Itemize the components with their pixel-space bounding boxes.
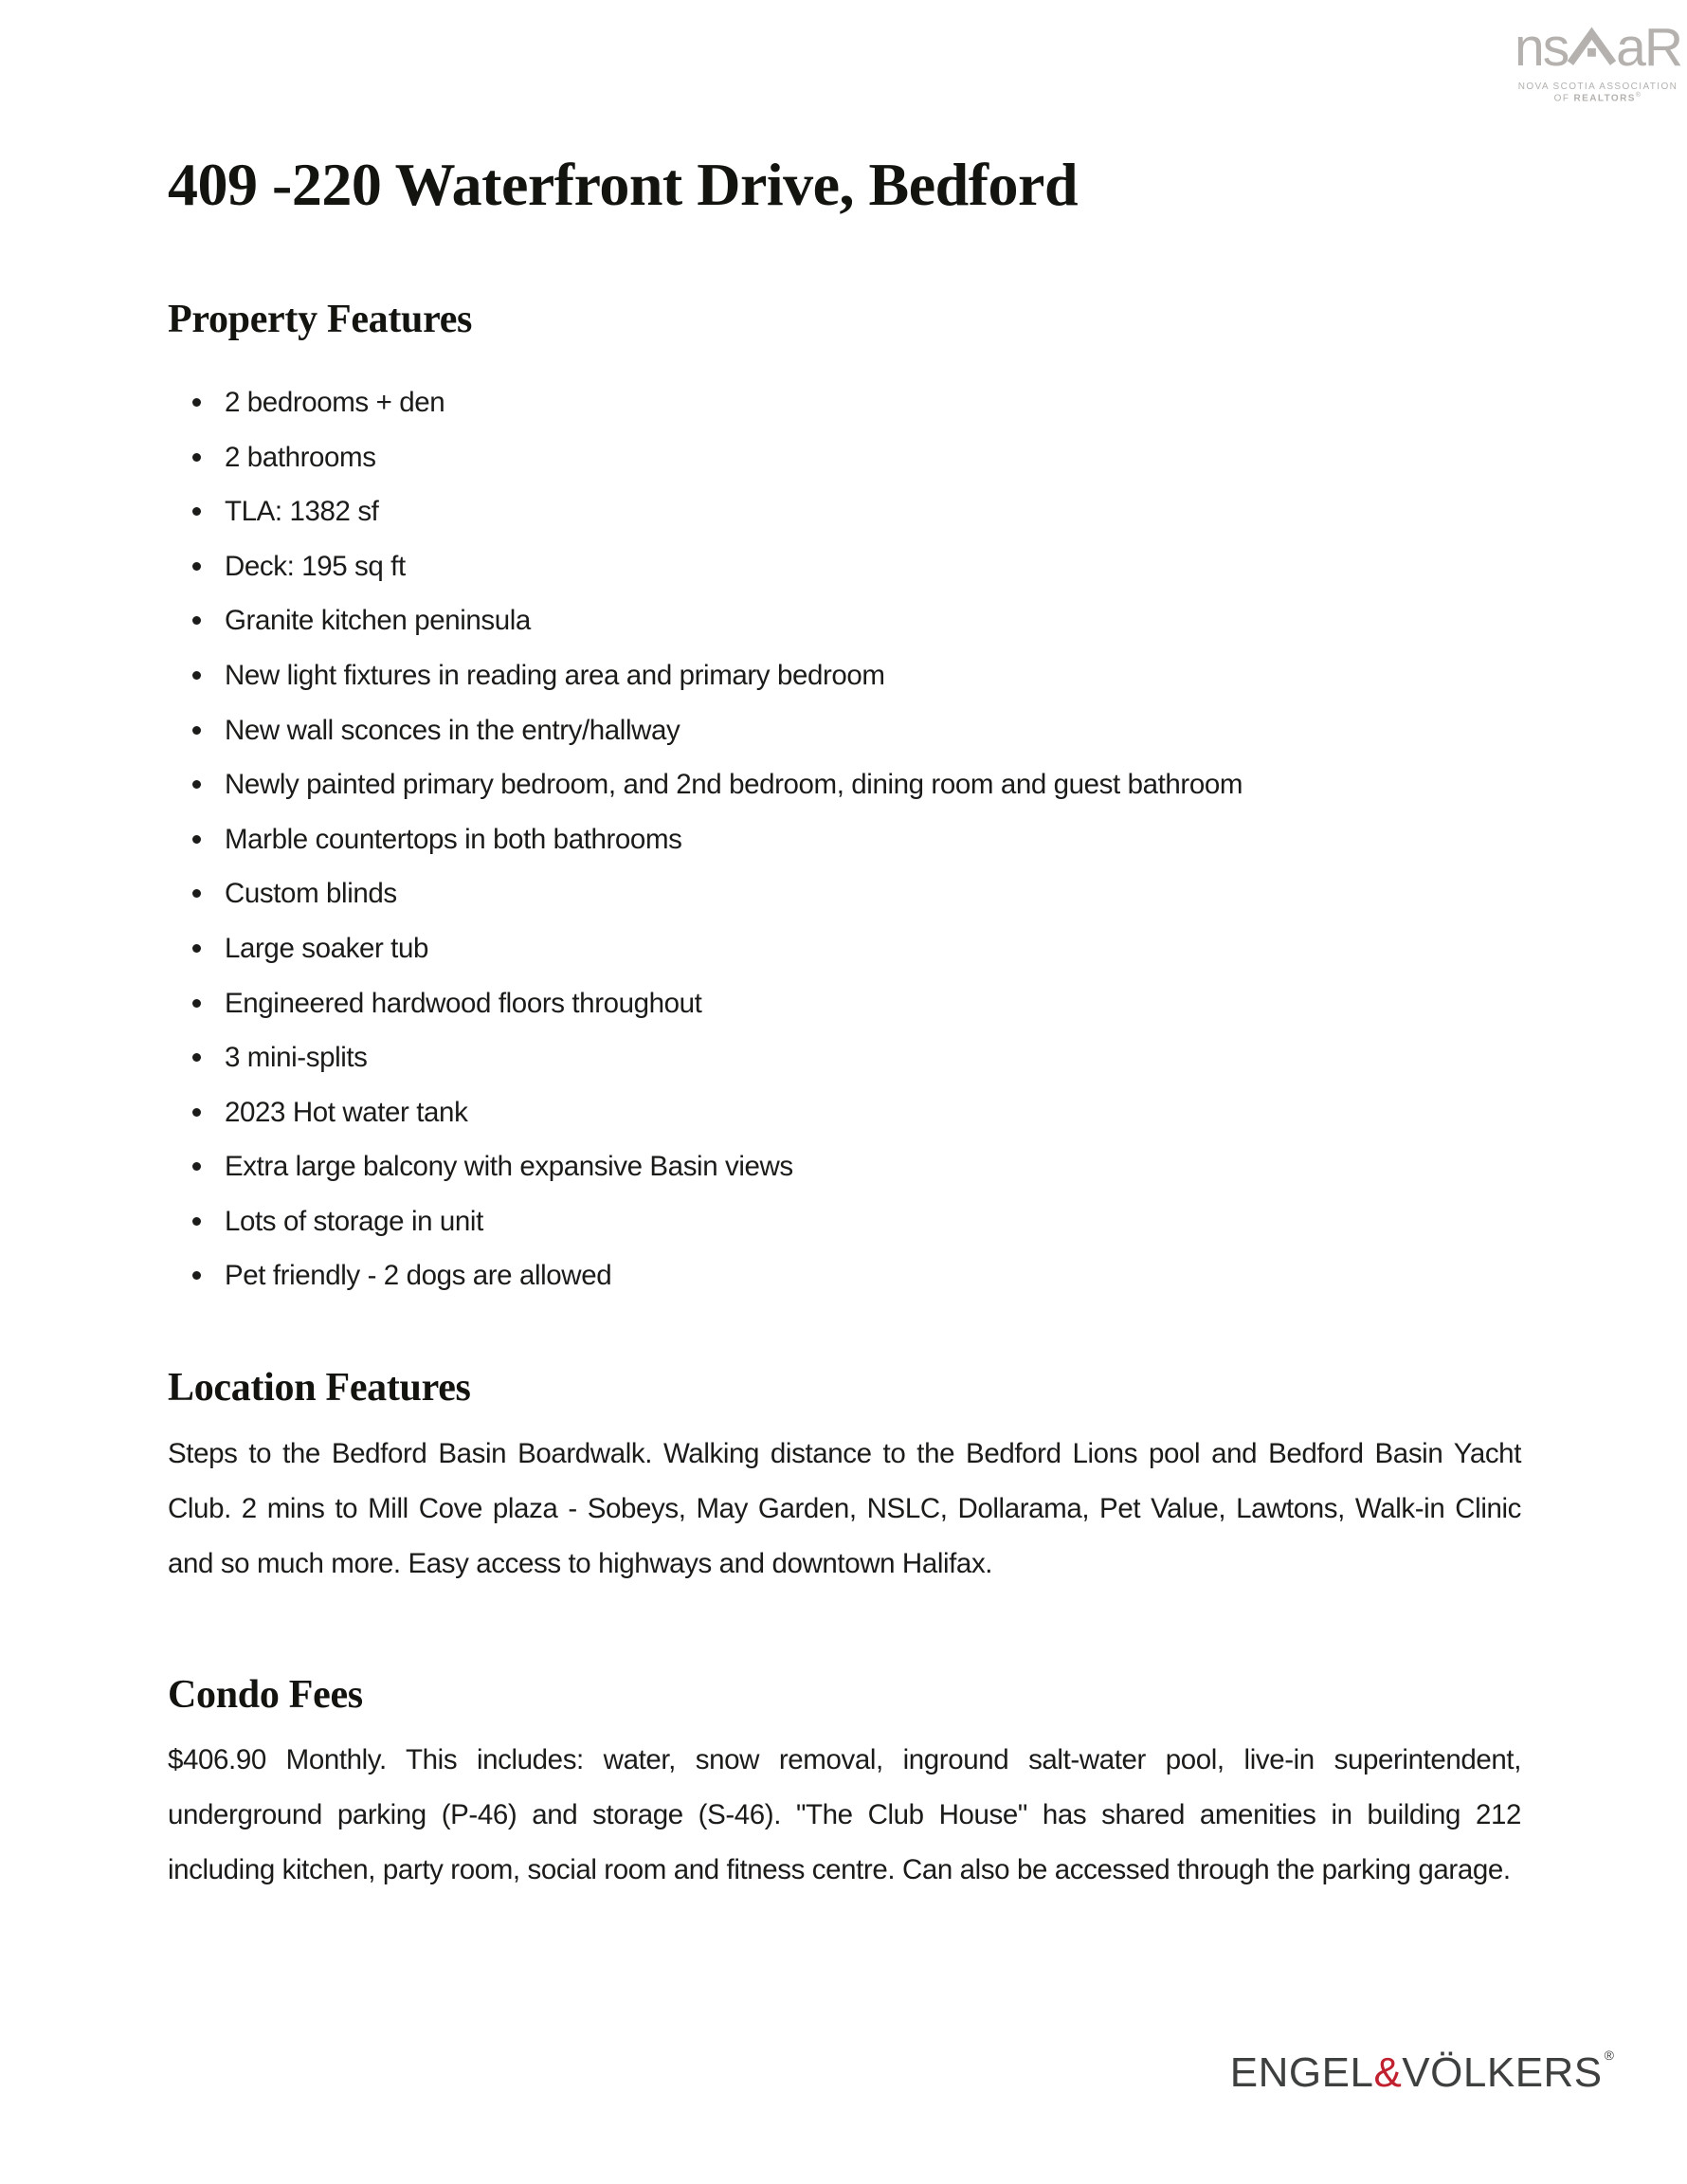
property-features-list	[168, 375, 1521, 1303]
house-icon	[1567, 19, 1617, 66]
nsar-tagline-line1: NOVA SCOTIA ASSOCIATION	[1517, 82, 1678, 92]
list-item: New light fixtures in reading area and primary bedroom	[168, 648, 1521, 703]
list-item: 2023 Hot water tank	[168, 1085, 1521, 1140]
list-item: Extra large balcony with expansive Basin views	[168, 1139, 1521, 1194]
nsar-wordmark-right: aR	[1616, 17, 1681, 78]
nsar-wordmark-left: ns	[1515, 17, 1569, 78]
nsar-tagline-realtors: REALTORS	[1573, 93, 1636, 104]
location-features-paragraph: Steps to the Bedford Basin Boardwalk. Walking distance to the Bedford Lions pool and Bedford Basin Yacht Club. 2 mins to Mill Cove plaza - Sobeys, May Garden, NSLC, Dollarama, Pet Value, Lawtons, Walk-in Clinic and so much more. Easy access to highways and downtown Halifax.	[168, 1438, 1521, 1580]
list-item: Granite kitchen peninsula	[168, 593, 1521, 648]
list-item: New wall sconces in the entry/hallway	[168, 703, 1521, 758]
nsar-tagline-line2	[1515, 92, 1681, 103]
ev-logo-engel: ENGEL	[1229, 2049, 1374, 2096]
condo-fees-paragraph: $406.90 Monthly. This includes: water, snow removal, inground salt-water pool, live-in superintendent, underground parking (P-46) and storage (S-46). "The Club House" has shared amenities in building 212 including kitchen, party room, social room and fitness centre. Can also be accessed through the parking garage.	[168, 1743, 1521, 1885]
list-item: 2 bedrooms + den	[168, 375, 1521, 430]
list-item: 3 mini-splits	[168, 1030, 1521, 1085]
nsar-tagline-of: OF	[1553, 93, 1574, 104]
list-item: Large soaker tub	[168, 921, 1521, 976]
list-item: 2 bathrooms	[168, 430, 1521, 485]
list-item: Custom blinds	[168, 866, 1521, 921]
ev-logo-ampersand: &	[1373, 2049, 1403, 2096]
ev-registered-mark: ®	[1604, 2048, 1614, 2063]
list-item: Pet friendly - 2 dogs are allowed	[168, 1248, 1521, 1303]
list-item: Marble countertops in both bathrooms	[168, 812, 1521, 867]
section-heading-property-features: Property Features	[168, 297, 473, 341]
engel-volkers-logo	[1230, 2048, 1614, 2097]
list-item: TLA: 1382 sf	[168, 484, 1521, 539]
list-item: Lots of storage in unit	[168, 1194, 1521, 1249]
list-item: Newly painted primary bedroom, and 2nd bedroom, dining room and guest bathroom	[168, 757, 1521, 812]
nsar-logo	[1515, 19, 1681, 103]
nsar-wordmark	[1515, 17, 1681, 78]
list-item: Engineered hardwood floors throughout	[168, 976, 1521, 1031]
section-heading-location-features: Location Features	[168, 1366, 471, 1410]
section-heading-condo-fees: Condo Fees	[168, 1673, 363, 1718]
nsar-registered-mark: ®	[1635, 92, 1642, 99]
page-title: 409 -220 Waterfront Drive, Bedford	[168, 151, 1079, 218]
list-item: Deck: 195 sq ft	[168, 539, 1521, 594]
ev-logo-volkers: VÖLKERS	[1402, 2049, 1603, 2096]
document-content	[168, 0, 1521, 1898]
